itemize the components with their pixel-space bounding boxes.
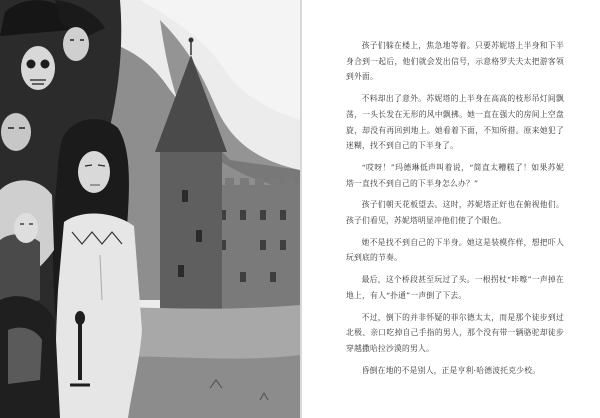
text-page xyxy=(302,0,600,418)
paragraph: 不料却出了意外。苏妮塔的上半身在高高的枝形吊灯间飘荡，一头长发在无形的风中飘拂。她一直在强大的房间上空盘旋，却没有再回到地上。她看着下面，不知所措。原来她犯了迷糊，找不到自己的下半身了。 xyxy=(346,94,564,151)
paragraph: 孩子们躲在楼上，焦急地等着。只要苏妮塔上半身和下半身合到一起后，他们就会发出信号，示意格罗夫夫太把游客领到外面。 xyxy=(346,41,564,82)
paragraph: 最后，这个桥段甚至玩过了头。一根拐杖“咔嚓”一声掉在地上，有人“扑通”一声倒了下去。 xyxy=(346,275,564,300)
paragraph: 她不是找不到自己的下半身。她这是装模作样，想把吓人玩到底的节奏。 xyxy=(346,237,564,263)
paragraph: 孩子们朝天花板望去。这时，苏妮塔正好也在俯视他们。孩子们看见，苏妮塔明显冲他们使了个眼色。 xyxy=(346,200,564,226)
paragraph: 昏倒在地的不是别人，正是亨利·哈德波托克少校。 xyxy=(361,365,541,375)
body-text xyxy=(346,38,564,384)
paragraph: “哎呀！”玛德琳低声叫着说，“简直太糟糕了！如果苏妮塔一直找不到自己的下半身怎么办？” xyxy=(346,162,564,188)
paragraph: 不过，倒下的并非怀疑的菲尔德太太，而是那个徒步到过北极、亲口吃掉自己手指的男人，那个没有带一辆骆驼却徒步穿越撒哈拉沙漠的男人。 xyxy=(346,312,564,353)
